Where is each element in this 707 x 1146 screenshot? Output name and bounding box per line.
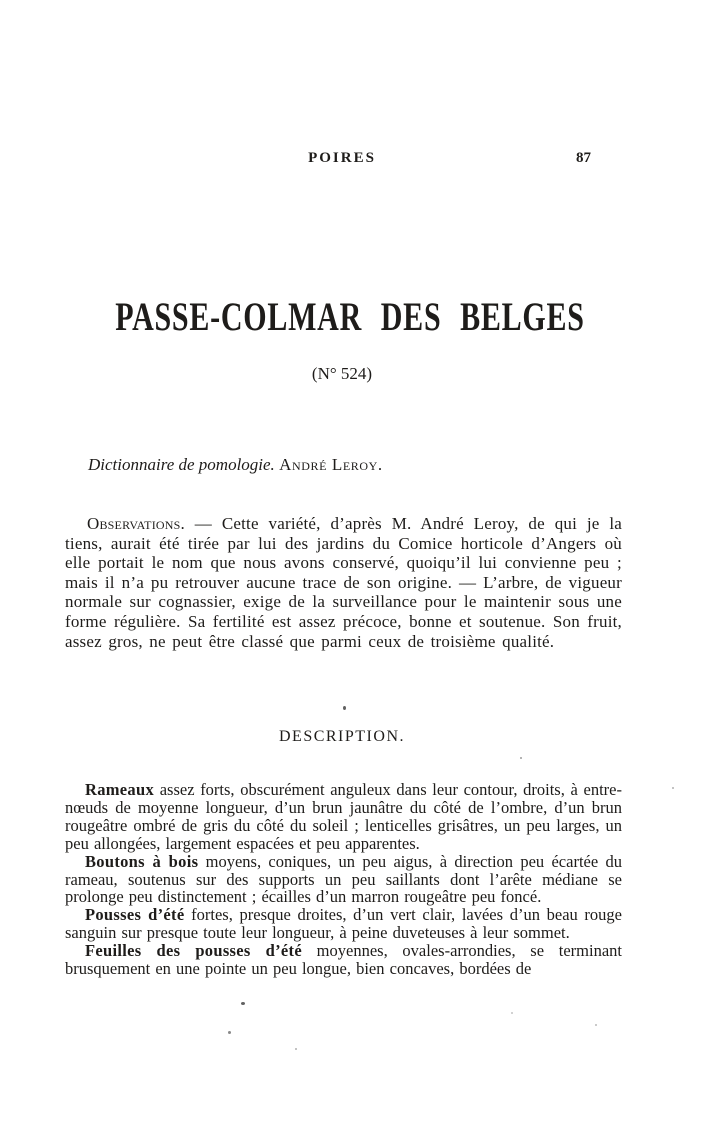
paragraph-pousses-d-ete bbox=[65, 906, 622, 942]
page-number: 87 bbox=[576, 150, 591, 166]
paragraph-feuilles-des-pousses-lead: Feuilles des pousses d’été bbox=[85, 941, 302, 961]
paragraph-feuilles-des-pousses-text: moyennes, ovales-arrondies, se terminant brusquement en une pointe un peu longue, bien concaves, bordées de bbox=[65, 941, 622, 979]
variety-title: PASSE-COLMAR DES BELGES bbox=[115, 293, 585, 339]
scan-speck bbox=[672, 787, 674, 789]
paragraph-feuilles-des-pousses bbox=[65, 942, 622, 978]
scan-speck bbox=[295, 1048, 297, 1050]
scan-speck bbox=[343, 706, 346, 710]
description-section bbox=[65, 781, 622, 978]
scan-speck bbox=[595, 1024, 597, 1026]
paragraph-boutons-a-bois-lead: Boutons à bois bbox=[85, 851, 199, 871]
running-head-section-title: POIRES bbox=[308, 150, 376, 166]
observations-paragraph bbox=[65, 514, 622, 651]
paragraph-rameaux bbox=[65, 781, 622, 853]
paragraph-pousses-d-ete-text: fortes, presque droites, d’un vert clair, lavées d’un beau rouge sanguin sur presque toute leur longueur, à peine duveteuses à leur sommet. bbox=[65, 905, 622, 943]
variety-number: (N° 524) bbox=[311, 364, 373, 383]
scan-speck bbox=[520, 757, 522, 759]
paragraph-pousses-d-ete-lead: Pousses d’été bbox=[85, 905, 185, 925]
observations-label: Observations. bbox=[87, 514, 185, 533]
description-heading: DESCRIPTION. bbox=[278, 728, 405, 745]
scan-speck bbox=[228, 1031, 231, 1034]
reference-author: André Leroy. bbox=[279, 455, 383, 474]
reference-work-title: Dictionnaire de pomologie. bbox=[88, 455, 275, 474]
paragraph-boutons-a-bois bbox=[65, 853, 622, 907]
observations-text: — Cette variété, d’après M. André Leroy, de qui je la tiens, aurait été tirée par lui des jardins du Comice horticole d’Angers où elle portait le nom que nous avons conservé, quoiqu’il lui convienne peu ; mais il n’a pu retrouver aucune trace de son origine. — L’arbre, de vigueur normale sur cognassier, exige de la surveillance pour le maintenir sous une forme régulière. Sa fertilité est assez précoce, bonne et soutenue. Son fruit, assez gros, ne peut être classé que parmi ceux de troisième qualité. bbox=[65, 514, 622, 651]
paragraph-rameaux-lead: Rameaux bbox=[85, 780, 155, 799]
paragraph-boutons-a-bois-text: moyens, coniques, un peu aigus, à direction peu écartée du rameau, soutenus sur des supports un peu saillants dont l’arête médiane se prolonge peu distinctement ; écailles d’un marron rougeâtre peu foncé. bbox=[65, 851, 623, 907]
paragraph-rameaux-text: assez forts, obscurément anguleux dans leur contour, droits, à entre-nœuds de moyenne longueur, d’un brun jaunâtre du côté de l’ombre, d’un brun rougeâtre ombré de gris du côté du soleil ; lenticelles grisâtres, un peu larges, un peu allongées, largement espacées et peu apparentes. bbox=[65, 780, 622, 853]
scan-speck bbox=[241, 1002, 245, 1005]
bibliographic-reference bbox=[88, 455, 383, 475]
scan-speck bbox=[511, 1012, 513, 1014]
running-head bbox=[65, 150, 619, 172]
